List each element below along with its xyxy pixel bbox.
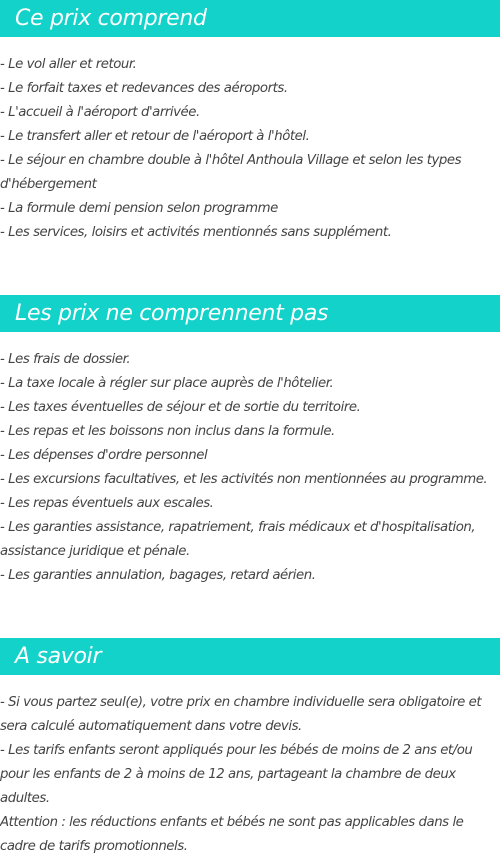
list-item: - Les excursions facultatives, et les activités non mentionnées au programme.	[0, 472, 488, 487]
section-header-good-to-know: A savoir	[0, 638, 500, 675]
list-item: - Les frais de dossier.	[0, 352, 131, 367]
list-item: - La taxe locale à régler sur place auprès de l'hôtelier.	[0, 376, 334, 391]
list-item: - Le séjour en chambre double à l'hôtel Anthoula Village et selon les types d'hébergement	[0, 153, 462, 192]
list-item: - Les tarifs enfants seront appliqués pour les bébés de moins de 2 ans et/ou pour les enfants de 2 à moins de 12 ans, partageant la chambre de deux adultes.	[0, 743, 473, 806]
list-item: - Si vous partez seul(e), votre prix en chambre individuelle sera obligatoire et sera calculé automatiquement dans votre devis.	[0, 695, 482, 734]
good-to-know-list	[0, 691, 500, 859]
list-item: - Les services, loisirs et activités mentionnés sans supplément.	[0, 225, 392, 240]
not-included-list	[0, 348, 500, 588]
list-item: - Les taxes éventuelles de séjour et de sortie du territoire.	[0, 400, 361, 415]
list-item: - L'accueil à l'aéroport d'arrivée.	[0, 105, 200, 120]
included-list	[0, 53, 500, 245]
list-item: - Les repas et les boissons non inclus dans la formule.	[0, 424, 335, 439]
list-item: - Le vol aller et retour.	[0, 57, 137, 72]
list-item: - Les repas éventuels aux escales.	[0, 496, 214, 511]
list-item: - Les garanties assistance, rapatriement, frais médicaux et d'hospitalisation, assistance juridique et pénale.	[0, 520, 476, 559]
list-item: - Le forfait taxes et redevances des aéroports.	[0, 81, 288, 96]
list-item: - Le transfert aller et retour de l'aéroport à l'hôtel.	[0, 129, 310, 144]
section-header-not-included: Les prix ne comprennent pas	[0, 295, 500, 332]
list-item: - La formule demi pension selon programme	[0, 201, 278, 216]
list-item: - Les dépenses d'ordre personnel	[0, 448, 208, 463]
list-item: - Les garanties annulation, bagages, retard aérien.	[0, 568, 316, 583]
list-item: Attention : les réductions enfants et bébés ne sont pas applicables dans le cadre de tarifs promotionnels.	[0, 815, 464, 854]
section-header-included: Ce prix comprend	[0, 0, 500, 37]
